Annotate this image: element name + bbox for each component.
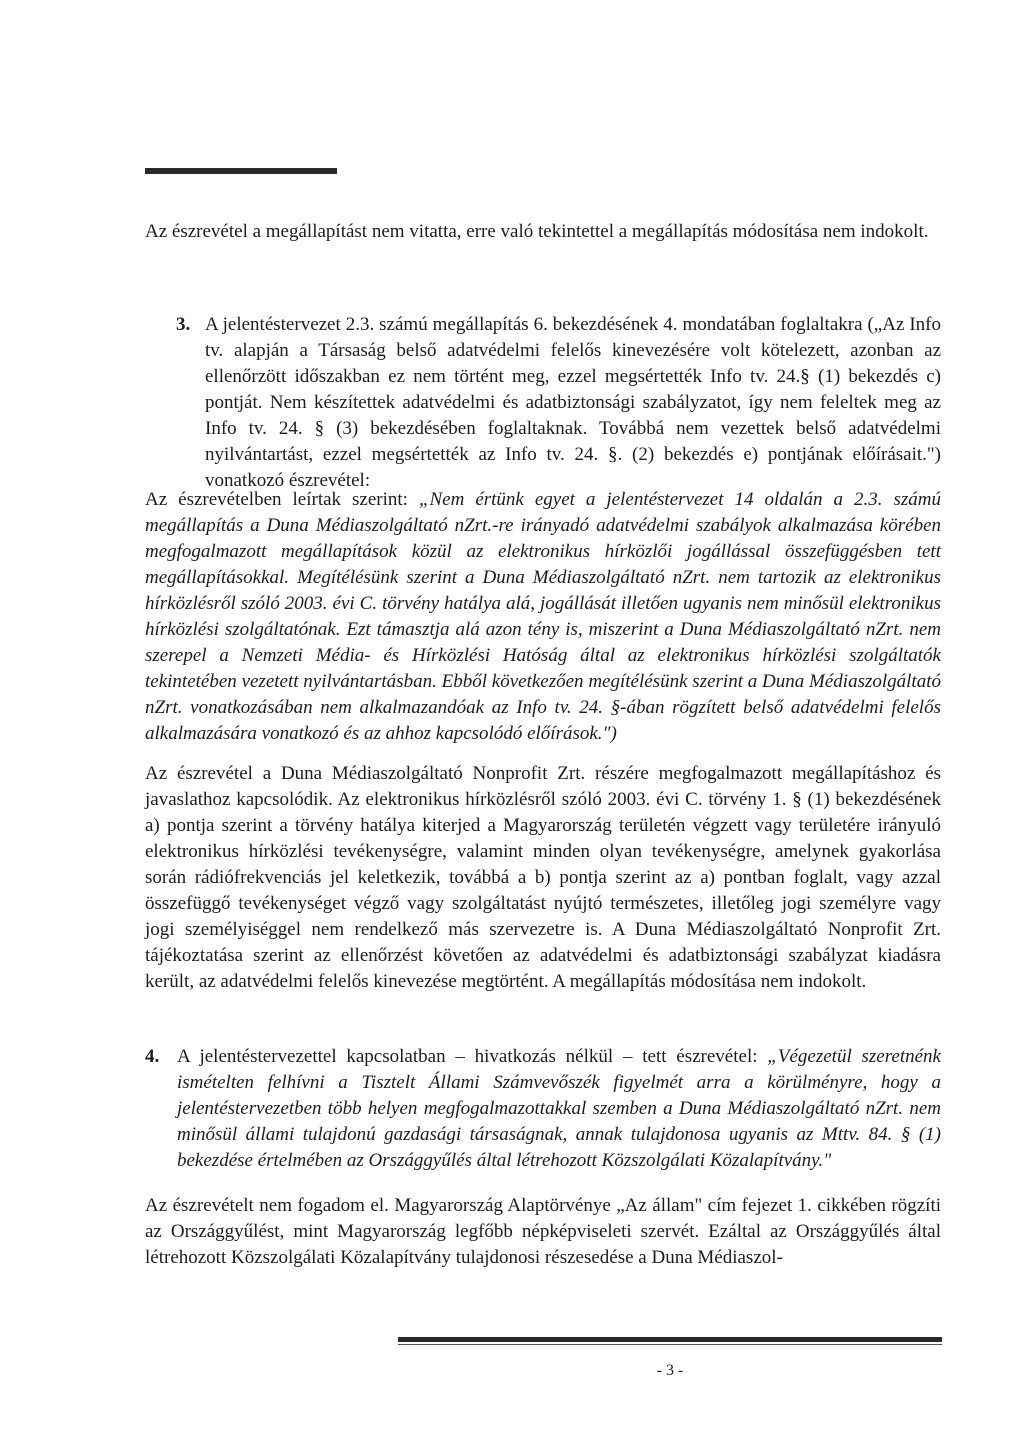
response-4-paragraph: Az észrevételt nem fogadom el. Magyarország Alaptörvénye „Az állam" cím fejezet 1. cikkében rögzíti az Országgyűlést, mint Magyarország legfőbb népképviseleti szervét. Ezáltal az Országgyűlés által létrehozott Közszolgálati Közalapítvány tulajdonosi részesedése a Duna Médiaszol- [145, 1195, 941, 1268]
footer-rule-thin [398, 1344, 942, 1345]
item-3-number: 3. [176, 314, 191, 335]
page-number: - 3 - [656, 1362, 684, 1379]
item-4-italic: „Végezetül szeretnénk ismételten felhívni a Tisztelt Állami Számvevőszék figyelmét arra a körülményre, hogy a jelentéstervezetben több helyen megfogalmazottakkal szemben a Duna Médiaszolgáltató nZrt. nem minősül állami tulajdonú gazdasági társaságnak, annak tulajdonosa ugyanis az Mttv. 84. § (1) bekezdése értelmében az Országgyűlés által létrehozott Közszolgálati Közalapítvány." [177, 1046, 941, 1171]
header-rule [145, 168, 337, 174]
item-4-number: 4. [145, 1046, 160, 1067]
footer-rule [398, 1337, 942, 1342]
item-4-paragraph [177, 1044, 941, 1174]
item-3-text: A jelentéstervezet 2.3. számú megállapítás 6. bekezdésének 4. mondatában foglaltakra („Az Info tv. alapján a Társaság belső adatvédelmi felelős kinevezésére volt kötelezett, azonban az ellenőrzött időszakban ez nem történt meg, ezzel megsértették Info tv. 24.§ (1) bekezdés c) pontját. Nem készítettek adatvédelmi és adatbiztonsági szabályzatot, így nem feleltek meg az Info tv. 24. § (3) bekezdésében foglaltaknak. Továbbá nem vezettek belső adatvédelmi nyilvántartást, ezzel megsértették az Info tv. 24. §. (2) bekezdés e) pontjának előírásait.") vonatkozó észrevétel: [205, 314, 941, 491]
response-3-paragraph: Az észrevétel a Duna Médiaszolgáltató Nonprofit Zrt. részére megfogalmazott megállapításhoz és javaslathoz kapcsolódik. Az elektronikus hírközlésről szóló 2003. évi C. törvény 1. § (1) bekezdésének a) pontja szerint a törvény hatálya kiterjed a Magyarország területén végzett vagy területére irányuló elektronikus hírközlési tevékenységre, valamint minden olyan tevékenységre, amelynek gyakorlása során rádiófrekvenciás jel keletkezik, továbbá a b) pontja szerint az a) pontban foglalt, vagy azzal összefüggő tevékenységet végző vagy szolgáltatást nyújtó természetes, illetőleg jogi személyre vagy jogi személyiséggel nem rendelkező más szervezetre is. A Duna Médiaszolgáltató Nonprofit Zrt. tájékoztatása szerint az ellenőrzést követően az adatvédelmi és adatbiztonsági szabályzat kiadásra került, az adatvédelmi felelős kinevezése megtörtént. A megállapítás módosítása nem indokolt. [145, 763, 941, 992]
intro-paragraph: Az észrevétel a megállapítást nem vitatta, erre való tekintettel a megállapítás módosítása nem indokolt. [145, 221, 929, 242]
quote-1-italic: „Nem értünk egyet a jelentéstervezet 14 oldalán a 2.3. számú megállapítás a Duna Médiaszolgáltató nZrt.-re irányadó adatvédelmi szabályok alkalmazása körében megfogalmazott megállapítások közül az elektronikus hírközlői jogállással összefüggésben tett megállapításokkal. Megítélésünk szerint a Duna Médiaszolgáltató nZrt. nem tartozik az elektronikus hírközlésről szóló 2003. évi C. törvény hatálya alá, jogállását illetően ugyanis nem minősül elektronikus hírközlési szolgáltatónak. Ezt támasztja alá azon tény is, miszerint a Duna Médiaszolgáltató nZrt. nem szerepel a Nemzeti Média- és Hírközlési Hatóság által az elektronikus hírközlési szolgáltatók tekintetében vezetett nyilvántartásban. Ebből következően megítélésünk szerint a Duna Médiaszolgáltató nZrt. vonatkozásában nem alkalmazandóak az Info tv. 24. §-ában rögzített belső adatvédelmi felelős alkalmazására vonatkozó és az ahhoz kapcsolódó előírások.") [145, 489, 941, 744]
quote-1-paragraph [145, 487, 941, 747]
quote-1-lead: Az észrevételben leírtak szerint: [145, 489, 419, 510]
item-4-lead: A jelentéstervezettel kapcsolatban – hivatkozás nélkül – tett észrevétel: [177, 1046, 768, 1067]
